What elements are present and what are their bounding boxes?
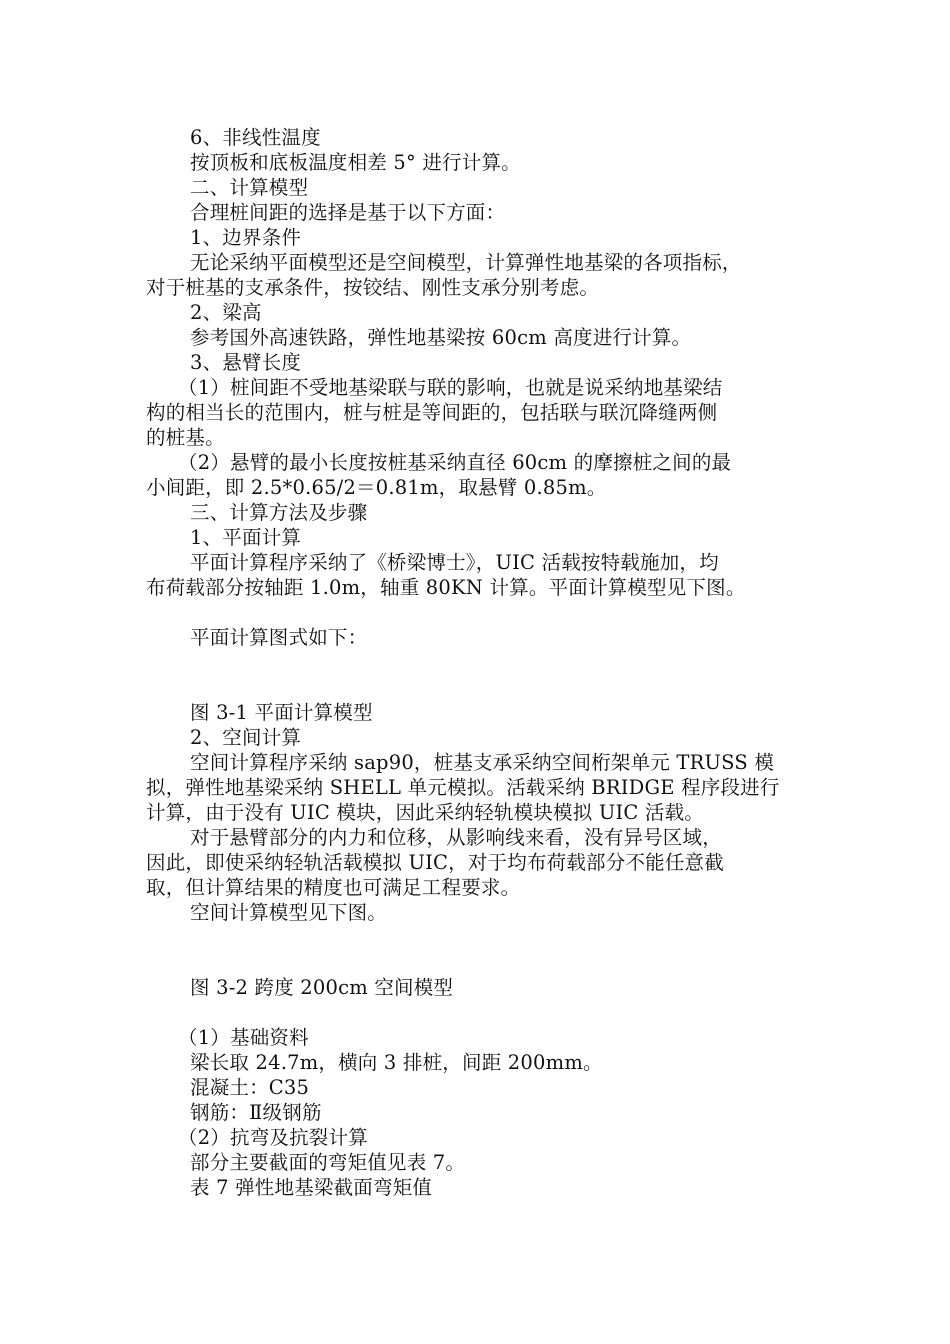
figure-caption-3-2: 图 3-2 跨度 200cm 空间模型	[190, 976, 454, 999]
paragraph-cantilever-1-line-3: 的桩基。	[146, 426, 225, 449]
paragraph-space-line-2: 拟，弹性地基梁采纳 SHELL 单元模拟。活载采纳 BRIDGE 程序段进行	[146, 776, 780, 799]
heading-plane-calculation: 1、平面计算	[190, 526, 302, 549]
paragraph-space-line-1: 空间计算程序采纳 sap90，桩基支承采纳空间桁架单元 TRUSS 模	[190, 751, 775, 774]
paragraph-cantilever-force-line-2: 因此，即使采纳轻轨活载模拟 UIC，对于均布荷载部分不能任意截	[146, 851, 724, 874]
paragraph-plane-diagram-intro: 平面计算图式如下：	[190, 626, 368, 649]
table-caption-7: 表 7 弹性地基梁截面弯矩值	[190, 1176, 433, 1199]
paragraph-pile-spacing-basis: 合理桩间距的选择是基于以下方面：	[190, 201, 506, 224]
section-heading-methods-steps: 三、计算方法及步骤	[190, 501, 368, 524]
paragraph-rebar: 钢筋：Ⅱ级钢筋	[190, 1101, 322, 1124]
heading-space-calculation: 2、空间计算	[190, 726, 302, 749]
paragraph-concrete: 混凝土：C35	[190, 1076, 310, 1099]
paragraph-beam-height: 参考国外高速铁路，弹性地基梁按 60cm 高度进行计算。	[190, 326, 692, 349]
heading-basic-data: （1）基础资料	[178, 1026, 309, 1049]
paragraph-space-model-intro: 空间计算模型见下图。	[190, 901, 388, 924]
figure-caption-3-1: 图 3-1 平面计算模型	[190, 701, 373, 724]
paragraph-cantilever-1-line-1: （1）桩间距不受地基梁联与联的影响，也就是说采纳地基梁结	[178, 376, 723, 399]
paragraph-cantilever-2-line-1: （2）悬臂的最小长度按桩基采纳直径 60cm 的摩擦桩之间的最	[178, 451, 732, 474]
heading-beam-height: 2、梁高	[190, 301, 262, 324]
paragraph-boundary-line-2: 对于桩基的支承条件，按铰结、刚性支承分别考虑。	[146, 276, 600, 299]
paragraph-cantilever-2-line-2: 小间距，即 2.5*0.65/2＝0.81m，取悬臂 0.85m。	[146, 476, 607, 499]
paragraph-boundary-line-1: 无论采纳平面模型还是空间模型，计算弹性地基梁的各项指标，	[190, 251, 742, 274]
paragraph-cantilever-force-line-3: 取，但计算结果的精度也可满足工程要求。	[146, 876, 521, 899]
paragraph-temperature-difference: 按顶板和底板温度相差 5° 进行计算。	[190, 151, 521, 174]
section-heading-calculation-model: 二、计算模型	[190, 176, 309, 199]
paragraph-plane-line-1: 平面计算程序采纳了《桥梁博士》，UIC 活载按特载施加，均	[190, 551, 719, 574]
heading-nonlinear-temperature: 6、非线性温度	[190, 126, 321, 149]
paragraph-space-line-3: 计算，由于没有 UIC 模块，因此采纳轻轨模块模拟 UIC 活载。	[146, 801, 705, 824]
heading-boundary-conditions: 1、边界条件	[190, 226, 302, 249]
heading-cantilever-length: 3、悬臂长度	[190, 351, 302, 374]
paragraph-moment-values: 部分主要截面的弯矩值见表 7。	[190, 1151, 466, 1174]
paragraph-beam-length: 梁长取 24.7m，横向 3 排桩，间距 200mm。	[190, 1051, 603, 1074]
heading-bending-crack: （2）抗弯及抗裂计算	[178, 1126, 368, 1149]
paragraph-plane-line-2: 布荷载部分按轴距 1.0m，轴重 80KN 计算。平面计算模型见下图。	[146, 576, 746, 599]
paragraph-cantilever-1-line-2: 构的相当长的范围内，桩与桩是等间距的，包括联与联沉降缝两侧	[146, 401, 718, 424]
paragraph-cantilever-force-line-1: 对于悬臂部分的内力和位移，从影响线来看，没有异号区域，	[190, 826, 722, 849]
